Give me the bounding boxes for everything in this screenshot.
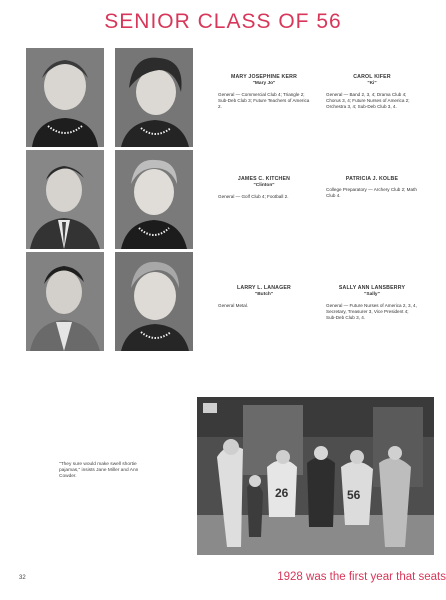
senior-nickname: "Sally" bbox=[364, 292, 380, 297]
senior-name: MARY JOSEPHINE KERR bbox=[230, 74, 298, 80]
footer-fact: 1928 was the first year that seats bbox=[277, 571, 446, 583]
portrait-photo-mary-kerr bbox=[26, 48, 104, 147]
senior-bio-sally-lansberry bbox=[326, 285, 418, 321]
portrait-photo-patricia-kolbe bbox=[115, 150, 193, 249]
portrait-photo-sally-lansberry bbox=[115, 252, 193, 351]
senior-name: PATRICIA J. KOLBE bbox=[345, 176, 399, 182]
senior-name: LARRY L. LANAGER bbox=[237, 285, 291, 291]
senior-activities: General — Future Nurses of America 2, 3, 4, Secretary, Treasurer 3, Vice President 4; Sub-Deb Club 3, 4. bbox=[326, 303, 417, 320]
senior-name: JAMES C. KITCHEN bbox=[237, 176, 291, 182]
senior-activities: General — Golf Club 4; Football 2. bbox=[218, 194, 289, 199]
senior-activities: General Metal. bbox=[218, 303, 249, 308]
senior-bio-patricia-kolbe bbox=[326, 176, 418, 199]
senior-bio-mary-kerr bbox=[218, 74, 310, 110]
senior-bio-larry-lanager bbox=[218, 285, 310, 309]
senior-bio-james-kitchen bbox=[218, 176, 310, 200]
photo-caption: "They sure would make swell shortie pajamas," insists Jane Miller and Ann Cowder. bbox=[59, 462, 139, 480]
senior-activities: College Preparatory — Archery Club 2; Math Club 4. bbox=[326, 187, 417, 198]
svg-text:56: 56 bbox=[347, 488, 361, 502]
senior-activities: General — Band 2, 3, 4; Drama Club 4; Chorus 3, 4; Future Nurses of America 2; Orchestra 3, 4; Sub-Deb Club 3, 4. bbox=[326, 92, 410, 109]
senior-name: CAROL KIFER bbox=[353, 74, 391, 80]
portrait-photo-carol-kifer bbox=[115, 48, 193, 147]
portrait-photo-larry-lanager bbox=[26, 252, 104, 351]
senior-name: SALLY ANN LANSBERRY bbox=[338, 285, 406, 291]
svg-text:26: 26 bbox=[275, 486, 289, 500]
senior-bio-carol-kifer bbox=[326, 74, 418, 110]
senior-activities: General — Commercial Club 4; Triangle 2; Sub-Deb Club 3; Future Teachers of America 2. bbox=[218, 92, 310, 109]
page-title: SENIOR CLASS OF 56 bbox=[104, 10, 342, 33]
portrait-photo-james-kitchen bbox=[26, 150, 104, 249]
page-number: 32 bbox=[19, 575, 26, 581]
group-photo bbox=[197, 397, 434, 555]
senior-nickname: "Ki" bbox=[367, 81, 377, 86]
senior-nickname: "Clinton" bbox=[253, 183, 275, 188]
senior-nickname: "Mary Jo" bbox=[252, 81, 276, 86]
senior-nickname: "Butch" bbox=[254, 292, 274, 297]
